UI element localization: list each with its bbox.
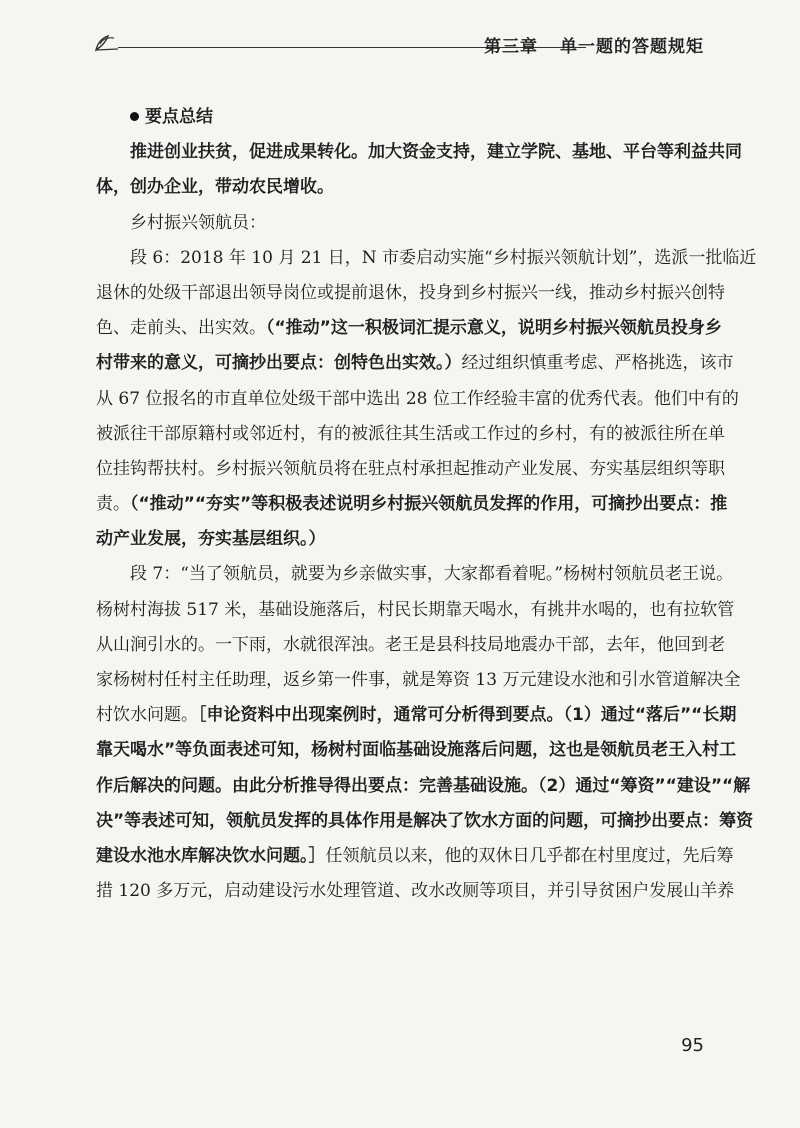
text-line bbox=[96, 170, 701, 205]
annotation-text: 村带来的意义，可摘抄出要点：创特色出实效。） bbox=[96, 353, 462, 374]
page-number: 95 bbox=[681, 1035, 704, 1056]
bullet-icon bbox=[130, 112, 139, 121]
text-line bbox=[96, 487, 728, 522]
text-line bbox=[96, 557, 734, 592]
body-text: 杨树村海拔 517 米，基础设施落后，村民长期靠天喝水，有挑井水喝的，也有拉软管 bbox=[96, 599, 735, 620]
body-text: 从 67 位报名的市直单位处级干部中选出 28 位工作经验丰富的优秀代表。他们中有的 bbox=[96, 388, 739, 409]
summary-heading bbox=[96, 100, 701, 135]
chapter-label: 第三章 bbox=[484, 37, 538, 57]
text-line bbox=[96, 839, 734, 874]
annotation-text: 动产业发展，夯实基层组织。） bbox=[96, 529, 326, 550]
text-line bbox=[96, 276, 725, 311]
page-body bbox=[96, 100, 757, 909]
running-header bbox=[92, 30, 704, 58]
text-line bbox=[96, 311, 722, 346]
text-line bbox=[96, 593, 735, 628]
annotation-text: （“推动”“夯实”等积极表述说明乡村振兴领航员发挥的作用，可摘抄出要点：推 bbox=[130, 494, 728, 515]
text-line bbox=[96, 769, 751, 804]
text-line bbox=[96, 522, 701, 557]
leaf-ornament-icon bbox=[92, 32, 118, 54]
text-line bbox=[96, 206, 701, 241]
text-line bbox=[96, 874, 735, 909]
body-text: 任领航员以来，他的双休日几乎都在村里度过，先后筹 bbox=[325, 845, 734, 866]
section-title: 单一题的答题规矩 bbox=[560, 37, 704, 57]
body-text: 责。 bbox=[96, 494, 130, 515]
text-line bbox=[96, 663, 741, 698]
body-text: 家杨树村任村主任助理，返乡第一件事，就是筹资 13 万元建设水池和引水管道解决全 bbox=[96, 670, 741, 690]
body-text: 乡村振兴领航员： bbox=[130, 212, 266, 233]
annotation-text: 决”等表述可知，领航员发挥的具体作用是解决了饮水方面的问题，可摘抄出要点：筹资 bbox=[96, 810, 754, 831]
body-text: 段 6：2018 年 10 月 21 日，N 市委启动实施“乡村振兴领航计划”，选派一批临近 bbox=[130, 247, 757, 268]
annotation-text: 推进创业扶贫，促进成果转化。加大资金支持，建立学院、基地、平台等利益共同 bbox=[130, 142, 742, 163]
body-text: 措 120 多万元，启动建设污水处理管道、改水改厕等项目，并引导贫困户发展山羊养 bbox=[96, 881, 735, 902]
text-line bbox=[96, 346, 734, 381]
text-line bbox=[96, 698, 737, 733]
body-text: 退休的处级干部退出领导岗位或提前退休，投身到乡村振兴一线，推动乡村振兴创特 bbox=[96, 282, 725, 303]
text-line bbox=[96, 804, 754, 839]
body-text: 段 7：“当了领航员，就要为乡亲做实事，大家都看着呢。”杨树村领航员老王说。 bbox=[130, 564, 734, 585]
annotation-text: （“推动”这一积极词汇提示意义，说明乡村振兴领航员投身乡 bbox=[266, 318, 722, 339]
annotation-text: 建设水池水库解决饮水问题。］ bbox=[96, 845, 326, 866]
annotation-text: 靠天喝水”等负面表述可知，杨树村面临基础设施落后问题，这也是领航员老王入村工 bbox=[96, 740, 737, 761]
body-text: 经过组织慎重考虑、严格挑选，该市 bbox=[461, 353, 734, 374]
body-text: 从山涧引水的。一下雨，水就很浑浊。老王是县科技局地震办干部，去年，他回到老 bbox=[96, 634, 725, 655]
body-text: 村饮水问题。 bbox=[96, 705, 198, 726]
annotation-text: 体，创办企业，带动农民增收。 bbox=[96, 177, 334, 198]
body-text: 被派往干部原籍村或邻近村，有的被派往其生活或工作过的乡村，有的被派往所在单 bbox=[96, 423, 725, 444]
text-line bbox=[96, 241, 757, 276]
text-line bbox=[96, 382, 739, 417]
annotation-text: ［申论资料中出现案例时，通常可分析得到要点。（1）通过“落后”“长期 bbox=[198, 705, 737, 726]
chapter-title bbox=[484, 32, 704, 57]
text-line bbox=[96, 417, 725, 452]
text-line bbox=[96, 452, 725, 487]
text-line bbox=[96, 628, 725, 663]
text-line bbox=[96, 733, 737, 768]
body-text: 位挂钩帮扶村。乡村振兴领航员将在驻点村承担起推动产业发展、夯实基层组织等职 bbox=[96, 458, 725, 479]
body-text: 色、走前头、出实效。 bbox=[96, 318, 266, 339]
summary-heading-text: 要点总结 bbox=[145, 107, 213, 127]
text-line bbox=[96, 135, 742, 170]
annotation-text: 作后解决的问题。由此分析推导得出要点：完善基础设施。（2）通过“筹资”“建设”“解 bbox=[96, 775, 751, 796]
